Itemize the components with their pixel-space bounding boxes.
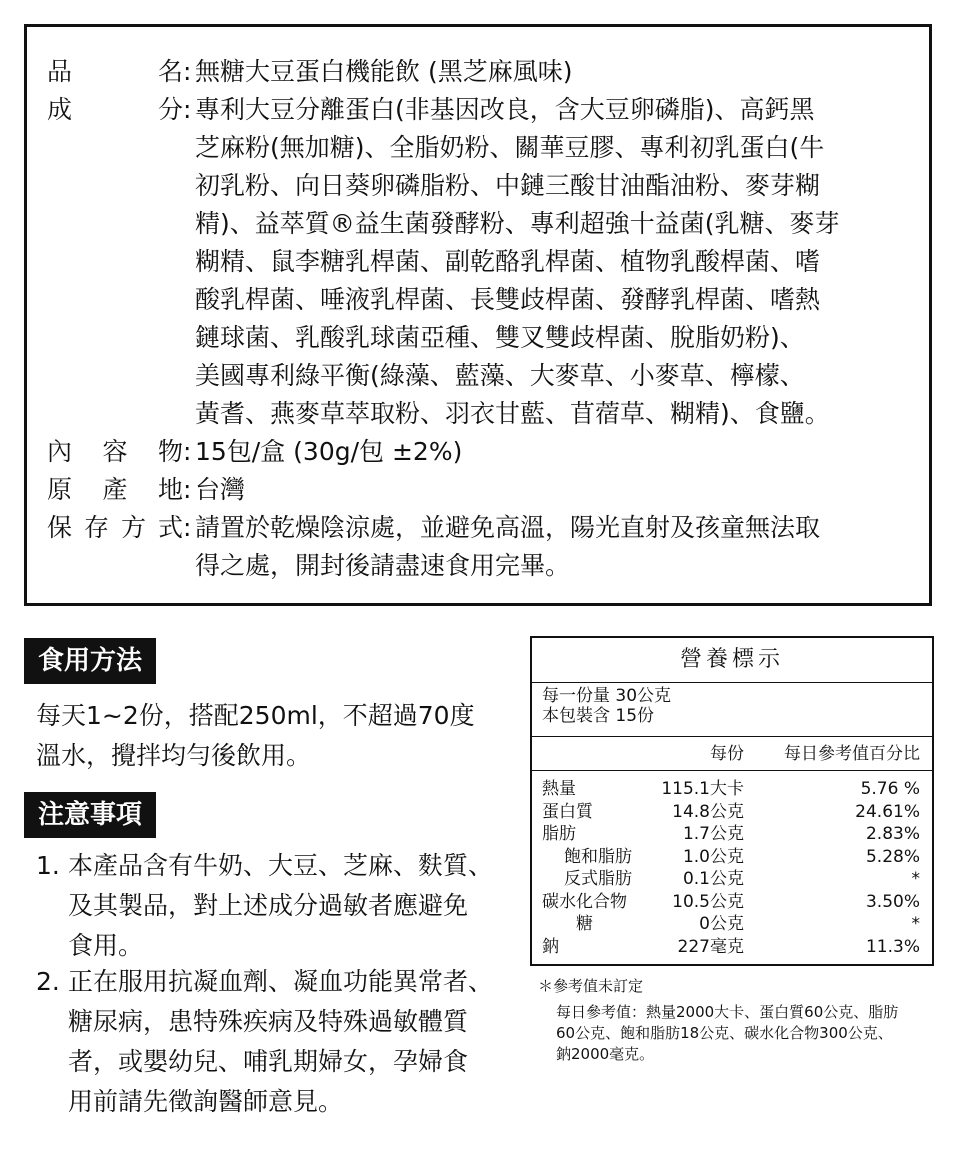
column-header-daily-percent: 每日參考值百分比 xyxy=(784,744,920,764)
nutrient-daily-percent: 24.61% xyxy=(855,801,920,822)
column-header-per-serving: 每份 xyxy=(710,744,744,764)
nutrition-row xyxy=(532,913,932,935)
info-colon: : xyxy=(183,475,192,504)
info-colon: : xyxy=(183,57,192,86)
note-text: 本產品含有牛奶、大豆、芝麻、麩質、 及其製品，對上述成分過敏者應避免 食用。 xyxy=(68,851,494,960)
nutrient-name: 反式脂肪 xyxy=(564,869,632,889)
info-colon: : xyxy=(183,513,192,542)
nutrient-name: 鈉 xyxy=(542,936,559,957)
serving-size: 每一份量 30公克 xyxy=(542,686,672,706)
info-value: 15包/盒 (30g/包 ±2%) xyxy=(195,437,463,466)
nutrient-amount: 0.1公克 xyxy=(682,869,744,889)
info-colon: : xyxy=(183,437,192,466)
servings-per-pack: 本包裝含 15份 xyxy=(542,706,655,726)
storage-text: 請置於乾燥陰涼處，並避免高溫，陽光直射及孩童無法取 得之處，開封後請盡速食用完畢。 xyxy=(195,513,821,580)
ingredients-text: 專利大豆分離蛋白(非基因改良，含大豆卵磷脂)、高鈣黑 芝麻粉(無加糖)、全脂奶粉、關華豆膠、專利初乳蛋白(牛 初乳粉、向日葵卵磷脂粉、中鏈三酸甘油酯油粉、麥芽糊 精)、益萃質®益生菌發酵粉、專利超強十益菌(乳糖、麥芽 糊精、鼠李糖乳桿菌、副乾酪乳桿菌、植物乳酸桿菌、嗜 酸乳桿菌、唾液乳桿菌、長雙歧桿菌、發酵乳桿菌、嗜熱 鏈球菌、乳酸乳球菌亞種、雙叉雙歧桿菌、脫脂奶粉)、 美國專利綠平衡(綠藻、藍藻、大麥草、小麥草、檸檬、 黃耆、燕麥草萃取粉、羽衣甘藍、苜蓿草、糊精)、食鹽。 xyxy=(195,95,840,428)
nutrient-amount: 10.5公克 xyxy=(672,891,744,912)
note-number: 1. xyxy=(36,851,60,880)
nutrient-amount: 14.8公克 xyxy=(672,801,744,822)
divider xyxy=(532,736,932,737)
nutrient-name: 碳水化合物 xyxy=(542,891,627,912)
nutrient-daily-percent: 3.50% xyxy=(865,891,920,912)
nutrient-name: 飽和脂肪 xyxy=(564,846,632,867)
nutrient-daily-percent: * xyxy=(911,869,920,889)
product-info-box xyxy=(24,24,932,606)
note-number: 2. xyxy=(36,967,60,996)
nutrition-row xyxy=(532,823,932,845)
info-colon: : xyxy=(183,95,192,124)
nutrition-facts-panel xyxy=(530,636,934,966)
nutrient-daily-percent: 5.76 % xyxy=(860,779,920,799)
nutrition-row xyxy=(532,891,932,913)
info-label: 保 存 方 式 xyxy=(47,513,183,542)
footnote: ＊參考值未訂定 xyxy=(538,977,644,995)
info-label: 原 產 地 xyxy=(47,475,183,504)
nutrient-name: 熱量 xyxy=(542,779,576,799)
nutrient-amount: 0公克 xyxy=(699,914,744,934)
nutrient-amount: 227毫克 xyxy=(677,936,744,957)
nutrition-row xyxy=(532,936,932,958)
info-label: 內 容 物 xyxy=(47,437,183,466)
nutrition-row xyxy=(532,846,932,868)
nutrient-daily-percent: 11.3% xyxy=(865,936,920,957)
nutrition-row xyxy=(532,801,932,823)
nutrient-daily-percent: 5.28% xyxy=(865,846,920,867)
nutrient-name: 脂肪 xyxy=(542,824,576,844)
info-label: 成 分 xyxy=(47,95,183,124)
serving-info xyxy=(542,686,671,726)
info-label: 品 名 xyxy=(47,57,183,86)
nutrition-row xyxy=(532,778,932,800)
usage-text: 每天1~2份，搭配250ml，不超過70度 溫水，攪拌均勻後飲用。 xyxy=(36,701,475,770)
nutrition-title: 營養標示 xyxy=(679,647,784,672)
nutrient-name: 糖 xyxy=(576,914,593,934)
nutrient-daily-percent: 2.83% xyxy=(865,824,920,844)
divider xyxy=(532,682,932,683)
nutrient-amount: 115.1大卡 xyxy=(661,779,744,799)
footnote-detail: 每日參考值：熱量2000大卡、蛋白質60公克、脂肪 60公克、飽和脂肪18公克、碳水化合物300公克、 鈉2000毫克。 xyxy=(556,1003,899,1063)
usage-heading: 食用方法 xyxy=(24,638,156,684)
info-value: 台灣 xyxy=(195,475,246,504)
info-value: 無糖大豆蛋白機能飲 (黑芝麻風味) xyxy=(195,57,573,86)
nutrient-name: 蛋白質 xyxy=(542,801,593,822)
nutrient-daily-percent: * xyxy=(911,914,920,934)
nutrition-row xyxy=(532,868,932,890)
note-text: 正在服用抗凝血劑、凝血功能異常者、 糖尿病，患特殊疾病及特殊過敏體質 者，或嬰幼兒、哺乳期婦女，孕婦食 用前請先徵詢醫師意見。 xyxy=(68,967,494,1116)
nutrient-amount: 1.0公克 xyxy=(682,846,744,867)
nutrient-amount: 1.7公克 xyxy=(682,824,744,844)
divider xyxy=(532,770,932,771)
notes-heading: 注意事項 xyxy=(24,792,156,838)
